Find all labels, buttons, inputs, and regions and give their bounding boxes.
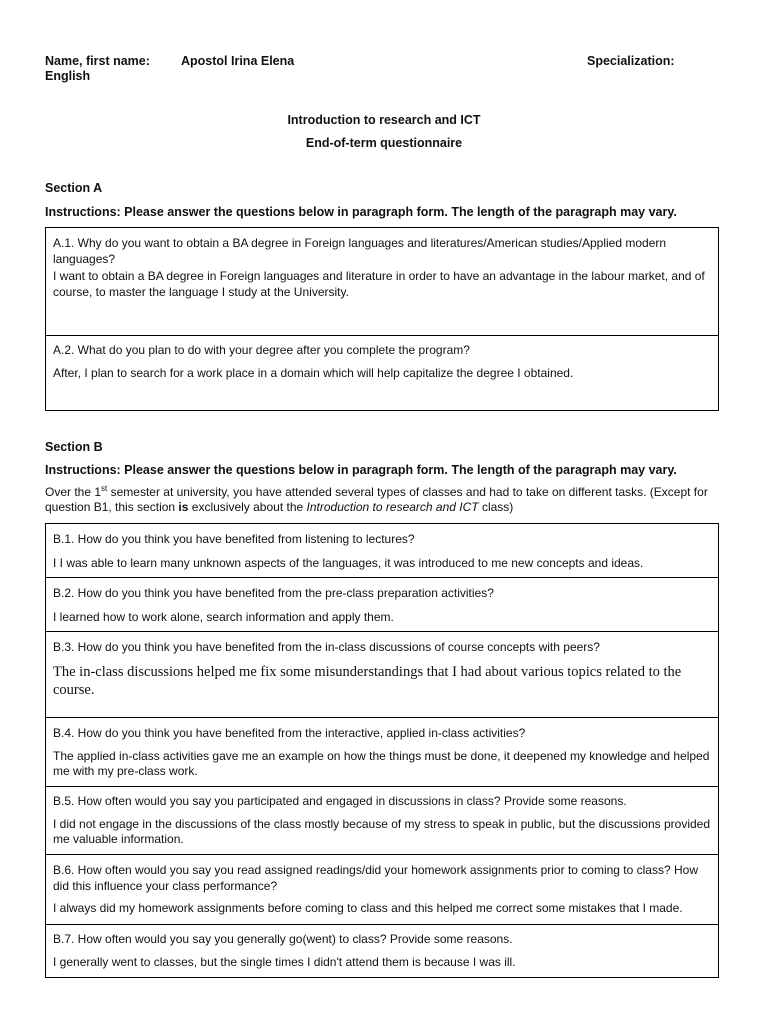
answer-text: I want to obtain a BA degree in Foreign languages and literature in order to have an advantage in the labour market, and of course, to master the language I study at the University. — [53, 269, 705, 299]
answer-text: The applied in-class activities gave me an example on how the things must be done, it deepened my knowledge and helped me with my pre-class work. — [53, 748, 710, 778]
name-value: Apostol Irina Elena — [181, 54, 295, 68]
question-text: B.5. How often would you say you participated and engaged in discussions in class? Provide some reasons. — [53, 794, 627, 808]
section-b-instructions: Instructions: Please answer the questions below in paragraph form. The length of the paragraph may vary. — [45, 463, 677, 477]
section-a-questions — [45, 227, 719, 411]
question-box-b3 — [46, 632, 718, 718]
question-box-b2 — [46, 578, 718, 632]
question-box-a1 — [46, 228, 718, 336]
intro-text: Over the 1 — [45, 485, 102, 499]
answer-text: I I was able to learn many unknown aspects of the languages, it was introduced to me new concepts and ideas. — [53, 555, 644, 570]
question-text: A.1. Why do you want to obtain a BA degree in Foreign languages and literatures/American studies/Applied modern languages? — [53, 236, 667, 266]
question-text: B.3. How do you think you have benefited from the in-class discussions of course concepts with peers? — [53, 640, 600, 654]
answer-text: The in-class discussions helped me fix some misunderstandings that I had about various topics related to the course. — [53, 663, 682, 698]
specialization-label: Specialization: — [587, 54, 675, 68]
document-subtitle: End-of-term questionnaire — [305, 136, 463, 150]
question-text: B.6. How often would you say you read assigned readings/did your homework assignments prior to coming to class? How did this influence your class performance? — [53, 863, 698, 893]
answer-text: I learned how to work alone, search information and apply them. — [53, 609, 394, 624]
question-text: B.4. How do you think you have benefited from the interactive, applied in-class activities? — [53, 726, 526, 740]
intro-text: exclusively about the — [188, 500, 307, 514]
intro-text: class) — [478, 500, 514, 514]
question-text: B.2. How do you think you have benefited from the pre-class preparation activities? — [53, 586, 494, 600]
name-label: Name, first name: — [45, 54, 150, 68]
intro-bold: is — [178, 500, 189, 514]
section-b-intro — [45, 485, 725, 515]
question-box-b4 — [46, 718, 718, 787]
answer-text: After, I plan to search for a work place in a domain which will help capitalize the degree I obtained. — [53, 365, 574, 380]
document-title: Introduction to research and ICT — [287, 113, 481, 127]
question-box-b1 — [46, 524, 718, 578]
answer-text: I generally went to classes, but the single times I didn't attend them is because I was ill. — [53, 954, 516, 969]
intro-course-name: Introduction to research and ICT — [306, 500, 479, 514]
question-box-b6 — [46, 855, 718, 925]
section-b-heading: Section B — [45, 440, 103, 454]
section-a-heading: Section A — [45, 181, 103, 195]
specialization-value: English — [45, 69, 91, 83]
section-b-questions — [45, 523, 719, 978]
intro-superscript: st — [101, 484, 108, 493]
section-a-instructions: Instructions: Please answer the questions below in paragraph form. The length of the paragraph may vary. — [45, 205, 677, 219]
question-text: B.1. How do you think you have benefited from listening to lectures? — [53, 532, 415, 546]
question-text: B.7. How often would you say you generally go(went) to class? Provide some reasons. — [53, 932, 513, 946]
question-text: A.2. What do you plan to do with your degree after you complete the program? — [53, 343, 470, 357]
question-box-a2 — [46, 336, 718, 411]
intro-text: semester at university, you have attended several types of classes and had to take on different tasks. (Except for question B1, this section — [45, 485, 708, 514]
answer-text: I always did my homework assignments before coming to class and this helped me correct some mistakes that I made. — [53, 901, 683, 915]
question-box-b7 — [46, 925, 718, 978]
answer-text: I did not engage in the discussions of the class mostly because of my stress to speak in public, but the discussions provided me valuable information. — [53, 816, 711, 846]
question-box-b5 — [46, 787, 718, 855]
